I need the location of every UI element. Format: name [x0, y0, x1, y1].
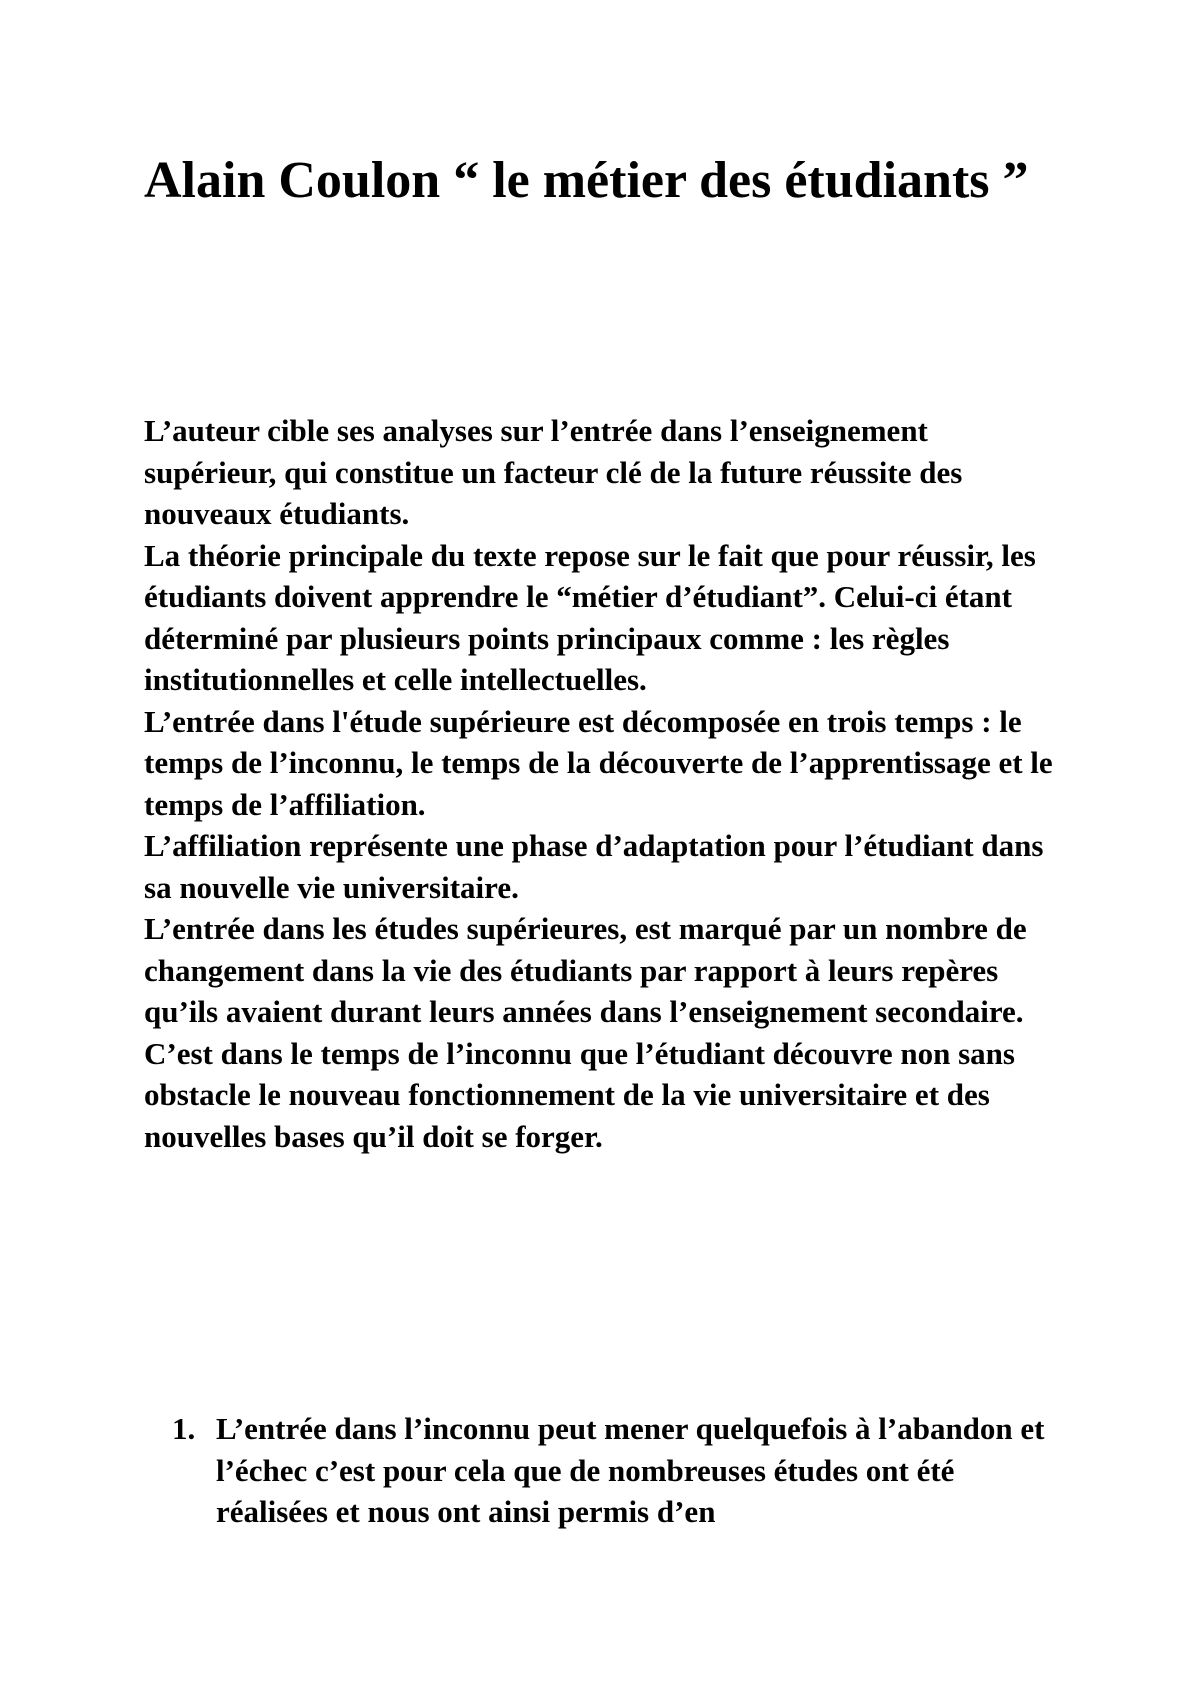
- paragraph-intro: L’auteur cible ses analyses sur l’entrée dans l’enseignement supérieur, qui constitue un facteur clé de la future réussite des nouveaux étudiants.: [144, 413, 963, 531]
- numbered-list: [172, 1408, 1072, 1533]
- paragraph-three-stages: L’entrée dans l'étude supérieure est décomposée en trois temps : le temps de l’inconnu, le temps de la découverte de l’apprentissage et le temps de l’affiliation.: [144, 703, 1053, 822]
- body-text: [144, 410, 1064, 1157]
- paragraph-affiliation: L’affiliation représente une phase d’adaptation pour l’étudiant dans sa nouvelle vie universitaire.: [144, 828, 1044, 905]
- document-title: Alain Coulon “ le métier des étudiants ”: [144, 152, 1029, 209]
- list-item-number: 1.: [172, 1411, 196, 1446]
- paragraph-theory: La théorie principale du texte repose sur le fait que pour réussir, les étudiants doivent apprendre le “métier d’étudiant”. Celui-ci étant déterminé par plusieurs points principaux comme : les règles institutionnelles et celle intellectuelles.: [144, 537, 1036, 697]
- paragraph-changes: L’entrée dans les études supérieures, est marqué par un nombre de changement dans la vie des étudiants par rapport à leurs repères qu’ils avaient durant leurs années dans l’enseignement secondaire. C’est dans le temps de l’inconnu que l’étudiant découvre non sans obstacle le nouveau fonctionnement de la vie universitaire et des nouvelles bases qu’il doit se forger.: [144, 911, 1027, 1154]
- list-item: [172, 1408, 1072, 1533]
- list-item-text: L’entrée dans l’inconnu peut mener quelquefois à l’abandon et l’échec c’est pour cela que de nombreuses études ont été réalisées et nous ont ainsi permis d’en: [216, 1411, 1045, 1529]
